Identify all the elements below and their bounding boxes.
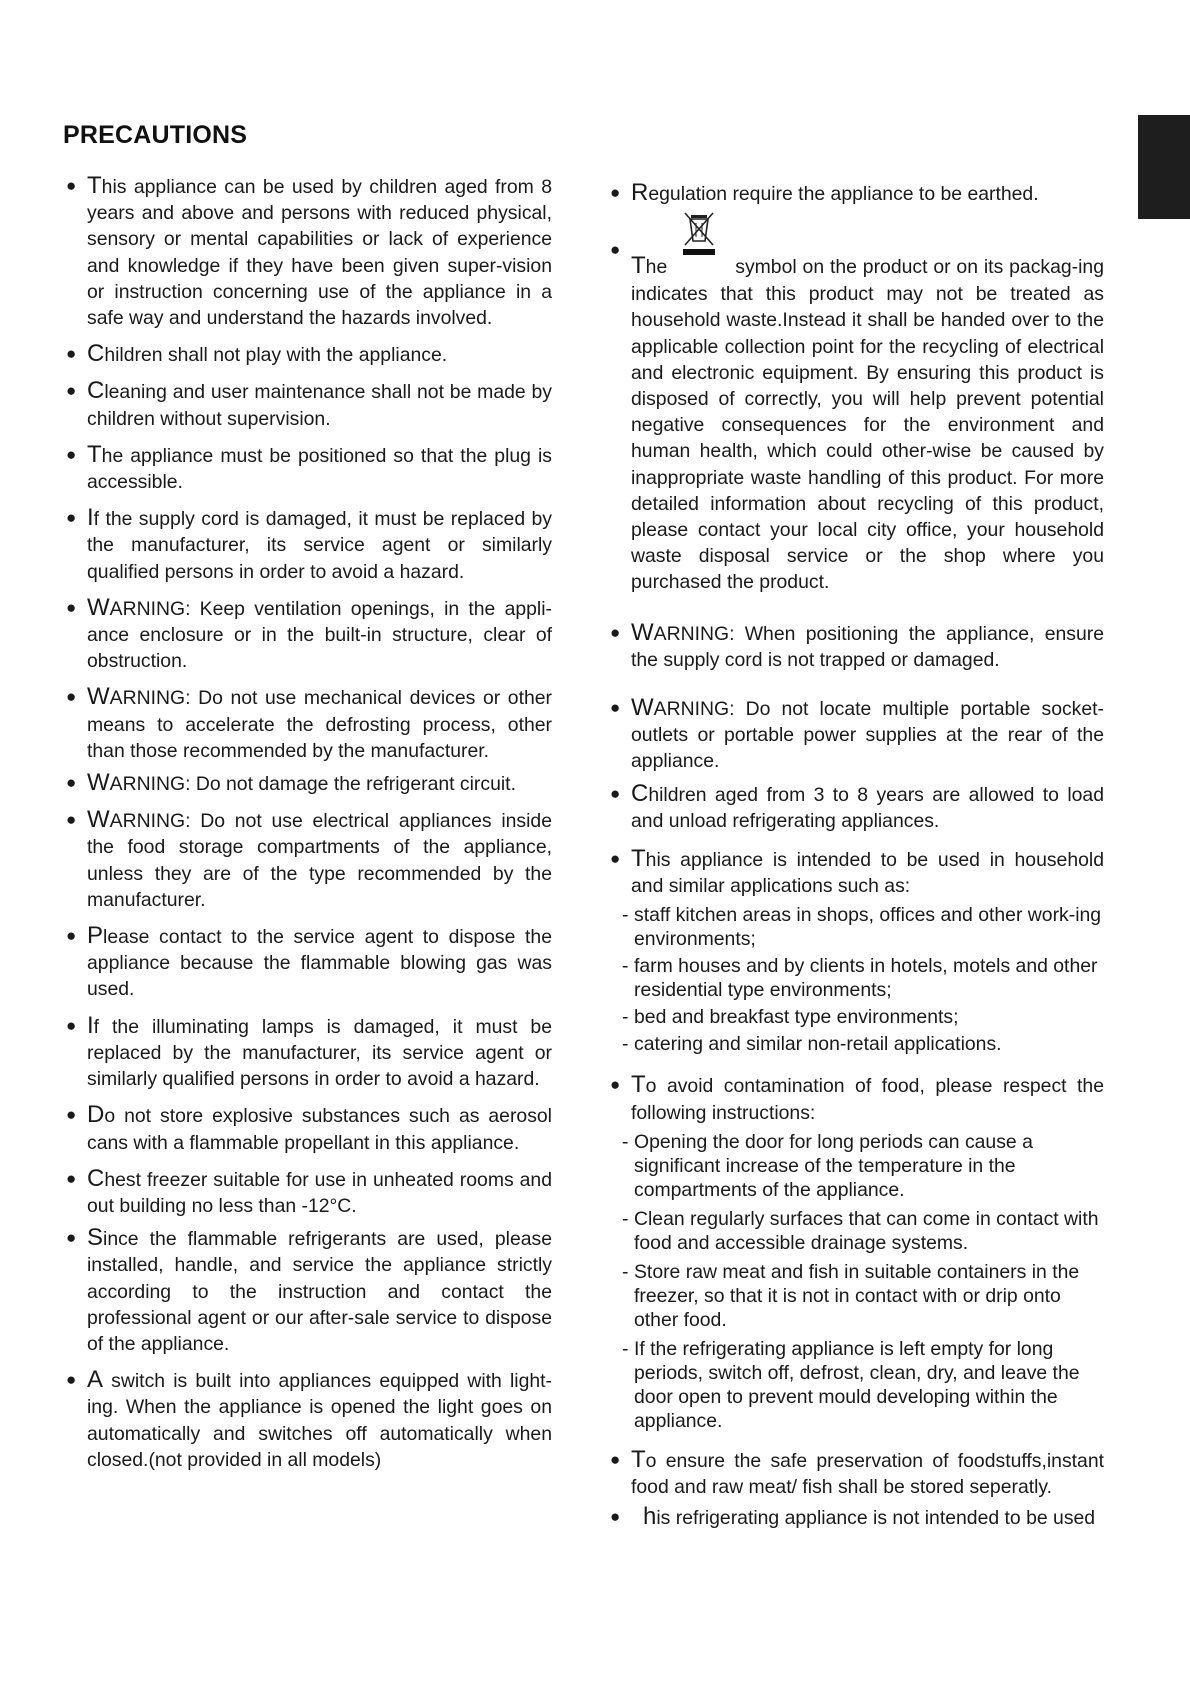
sub-item: - farm houses and by clients in hotels, motels and other residential type environments; xyxy=(622,954,1104,1002)
bullet-icon: ● xyxy=(66,1015,77,1035)
list-item: ● The appliance must be positioned so that the plug is accessible. xyxy=(66,440,552,494)
left-column xyxy=(64,173,552,1473)
bullet-icon: ● xyxy=(610,1507,621,1527)
sub-item: - If the refrigerating appliance is left empty for long periods, switch off, defrost, clean, dry, and leave the door open to prevent mould developing within the appliance. xyxy=(622,1337,1104,1433)
bullet-icon: ● xyxy=(610,183,621,202)
bullet-icon: ● xyxy=(66,1228,77,1248)
list-item: ● Since the flammable refrigerants are used, please installed, handle, and service the appliance strictly according to the instruction and contact the professional agent or our after-sale service to dispose of the appliance. xyxy=(66,1224,552,1355)
bullet-icon: ● xyxy=(610,240,621,260)
list-item: ● Children aged from 3 to 8 years are allowed to load and unload refrigerating appliances. xyxy=(610,779,1104,832)
list-item: ● This appliance can be used by children aged from 8 years and above and persons with reduced physical, sensory or mental capabilities or lack of experience and knowledge if they have been given super-vision or instruction concerning use of the appliance in a safe way and understand the hazards involved. xyxy=(66,172,552,330)
bullet-icon: ● xyxy=(610,698,621,718)
bullet-icon: ● xyxy=(610,783,621,803)
list-item: ● A switch is built into appliances equipped with light-ing. When the appliance is opened the light goes on automatically and switches off automatically when closed.(not provided in all models) xyxy=(66,1366,552,1471)
list-item: ● Children shall not play with the appliance. xyxy=(66,340,448,368)
page-title: PRECAUTIONS xyxy=(63,121,248,149)
bullet-icon: ● xyxy=(610,1449,621,1469)
sub-item: - catering and similar non-retail applications. xyxy=(622,1032,1104,1056)
weee-crossed-bin-icon xyxy=(677,211,721,255)
bullet-icon: ● xyxy=(66,1105,77,1125)
bullet-icon: ● xyxy=(66,344,77,364)
bullet-icon: ● xyxy=(66,773,77,793)
sub-item: - Clean regularly surfaces that can come in contact with food and accessible drainage systems. xyxy=(622,1207,1104,1255)
sub-item: - Opening the door for long periods can cause a significant increase of the temperature in the compartments of the appliance. xyxy=(622,1130,1104,1202)
list-item-warning: ● WARNING: Do not use electrical appliances inside the food storage compartments of the appliance, unless they are of the type recommended by the manufacturer. xyxy=(66,806,552,911)
list-item-contamination: ● To avoid contamination of food, please respect the following instructions: xyxy=(610,1071,1104,1124)
bullet-icon: ● xyxy=(66,810,77,830)
list-item-weee xyxy=(608,237,1104,595)
bullet-icon: ● xyxy=(610,1075,621,1095)
bullet-icon: ● xyxy=(66,444,77,464)
bullet-icon: ● xyxy=(66,1370,77,1390)
right-column xyxy=(608,180,1104,1531)
list-item: ● Chest freezer suitable for use in unheated rooms and out building no less than -12°C. xyxy=(66,1164,552,1217)
sub-item: - bed and breakfast type environments; xyxy=(622,1005,1104,1029)
bullet-icon: ● xyxy=(66,381,77,401)
list-item: ● If the illuminating lamps is damaged, it must be replaced by the manufacturer, its service agent or similarly qualified persons in order to avoid a hazard. xyxy=(66,1011,552,1091)
list-item-warning: ● WARNING: When positioning the appliance, ensure the supply cord is not trapped or damaged. xyxy=(610,618,1104,671)
list-item: ● Do not store explosive substances such as aerosol cans with a flammable propellant in this appliance. xyxy=(66,1101,552,1154)
list-item: ● his refrigerating appliance is not intended to be used xyxy=(610,1503,1096,1531)
bullet-icon: ● xyxy=(66,687,77,707)
list-item-warning: ● WARNING: Do not use mechanical devices or other means to accelerate the defrosting process, other than those recommended by the manufacturer. xyxy=(66,683,552,762)
bullet-icon: ● xyxy=(66,176,77,195)
section-tab-marker xyxy=(1138,115,1190,219)
bullet-icon: ● xyxy=(66,1168,77,1188)
bullet-icon: ● xyxy=(66,926,77,946)
list-item: ● If the supply cord is damaged, it must be replaced by the manufacturer, its service agent or similarly qualified persons in order to avoid a hazard. xyxy=(66,504,552,583)
bullet-icon: ● xyxy=(610,622,621,642)
bullet-icon: ● xyxy=(66,597,77,617)
list-item-warning: ● WARNING: Do not damage the refrigerant circuit. xyxy=(66,769,516,797)
list-item-warning: ● WARNING: Do not locate multiple portable socket-outlets or portable power supplies at the rear of the appliance. xyxy=(610,694,1104,773)
bullet-icon: ● xyxy=(610,849,621,869)
list-item-warning: ● WARNING: Keep ventilation openings, in the appli-ance enclosure or in the built-in structure, clear of obstruction. xyxy=(66,593,552,673)
weee-body-text: symbol on the product or on its packag-ing indicates that this product may not be treated as household waste.Instead it shall be handed over to the applicable collection point for the recycling of electrical and electronic equipment. By ensuring this product is disposed of correctly, you will help prevent potential negative consequences for the environment and human health, which could other-wise be caused by inappropriate waste handling of this product. For more detailed information about recycling of this product, please contact your local city office, your household waste disposal service or the shop where you purchased the product. xyxy=(631,256,1104,594)
sub-item: - Store raw meat and fish in suitable containers in the freezer, so that it is not in contact with or drip onto other food. xyxy=(622,1260,1104,1332)
list-item: ● Please contact to the service agent to dispose the appliance because the flammable blowing gas was used. xyxy=(66,922,552,1001)
weee-lead-text: The xyxy=(631,252,668,280)
list-item: ● Cleaning and user maintenance shall not be made by children without supervision. xyxy=(66,377,552,430)
sub-item: - staff kitchen areas in shops, offices and other work-ing environments; xyxy=(622,903,1104,951)
bullet-icon: ● xyxy=(66,508,77,528)
list-item: ● To ensure the safe preservation of foodstuffs,instant food and raw meat/ fish shall be stored seperatly. xyxy=(610,1445,1104,1499)
list-item-household: ● This appliance is intended to be used in household and similar applications such as: xyxy=(610,845,1104,898)
list-item-earthing: ● Regulation require the appliance to be earthed. xyxy=(610,179,1039,206)
